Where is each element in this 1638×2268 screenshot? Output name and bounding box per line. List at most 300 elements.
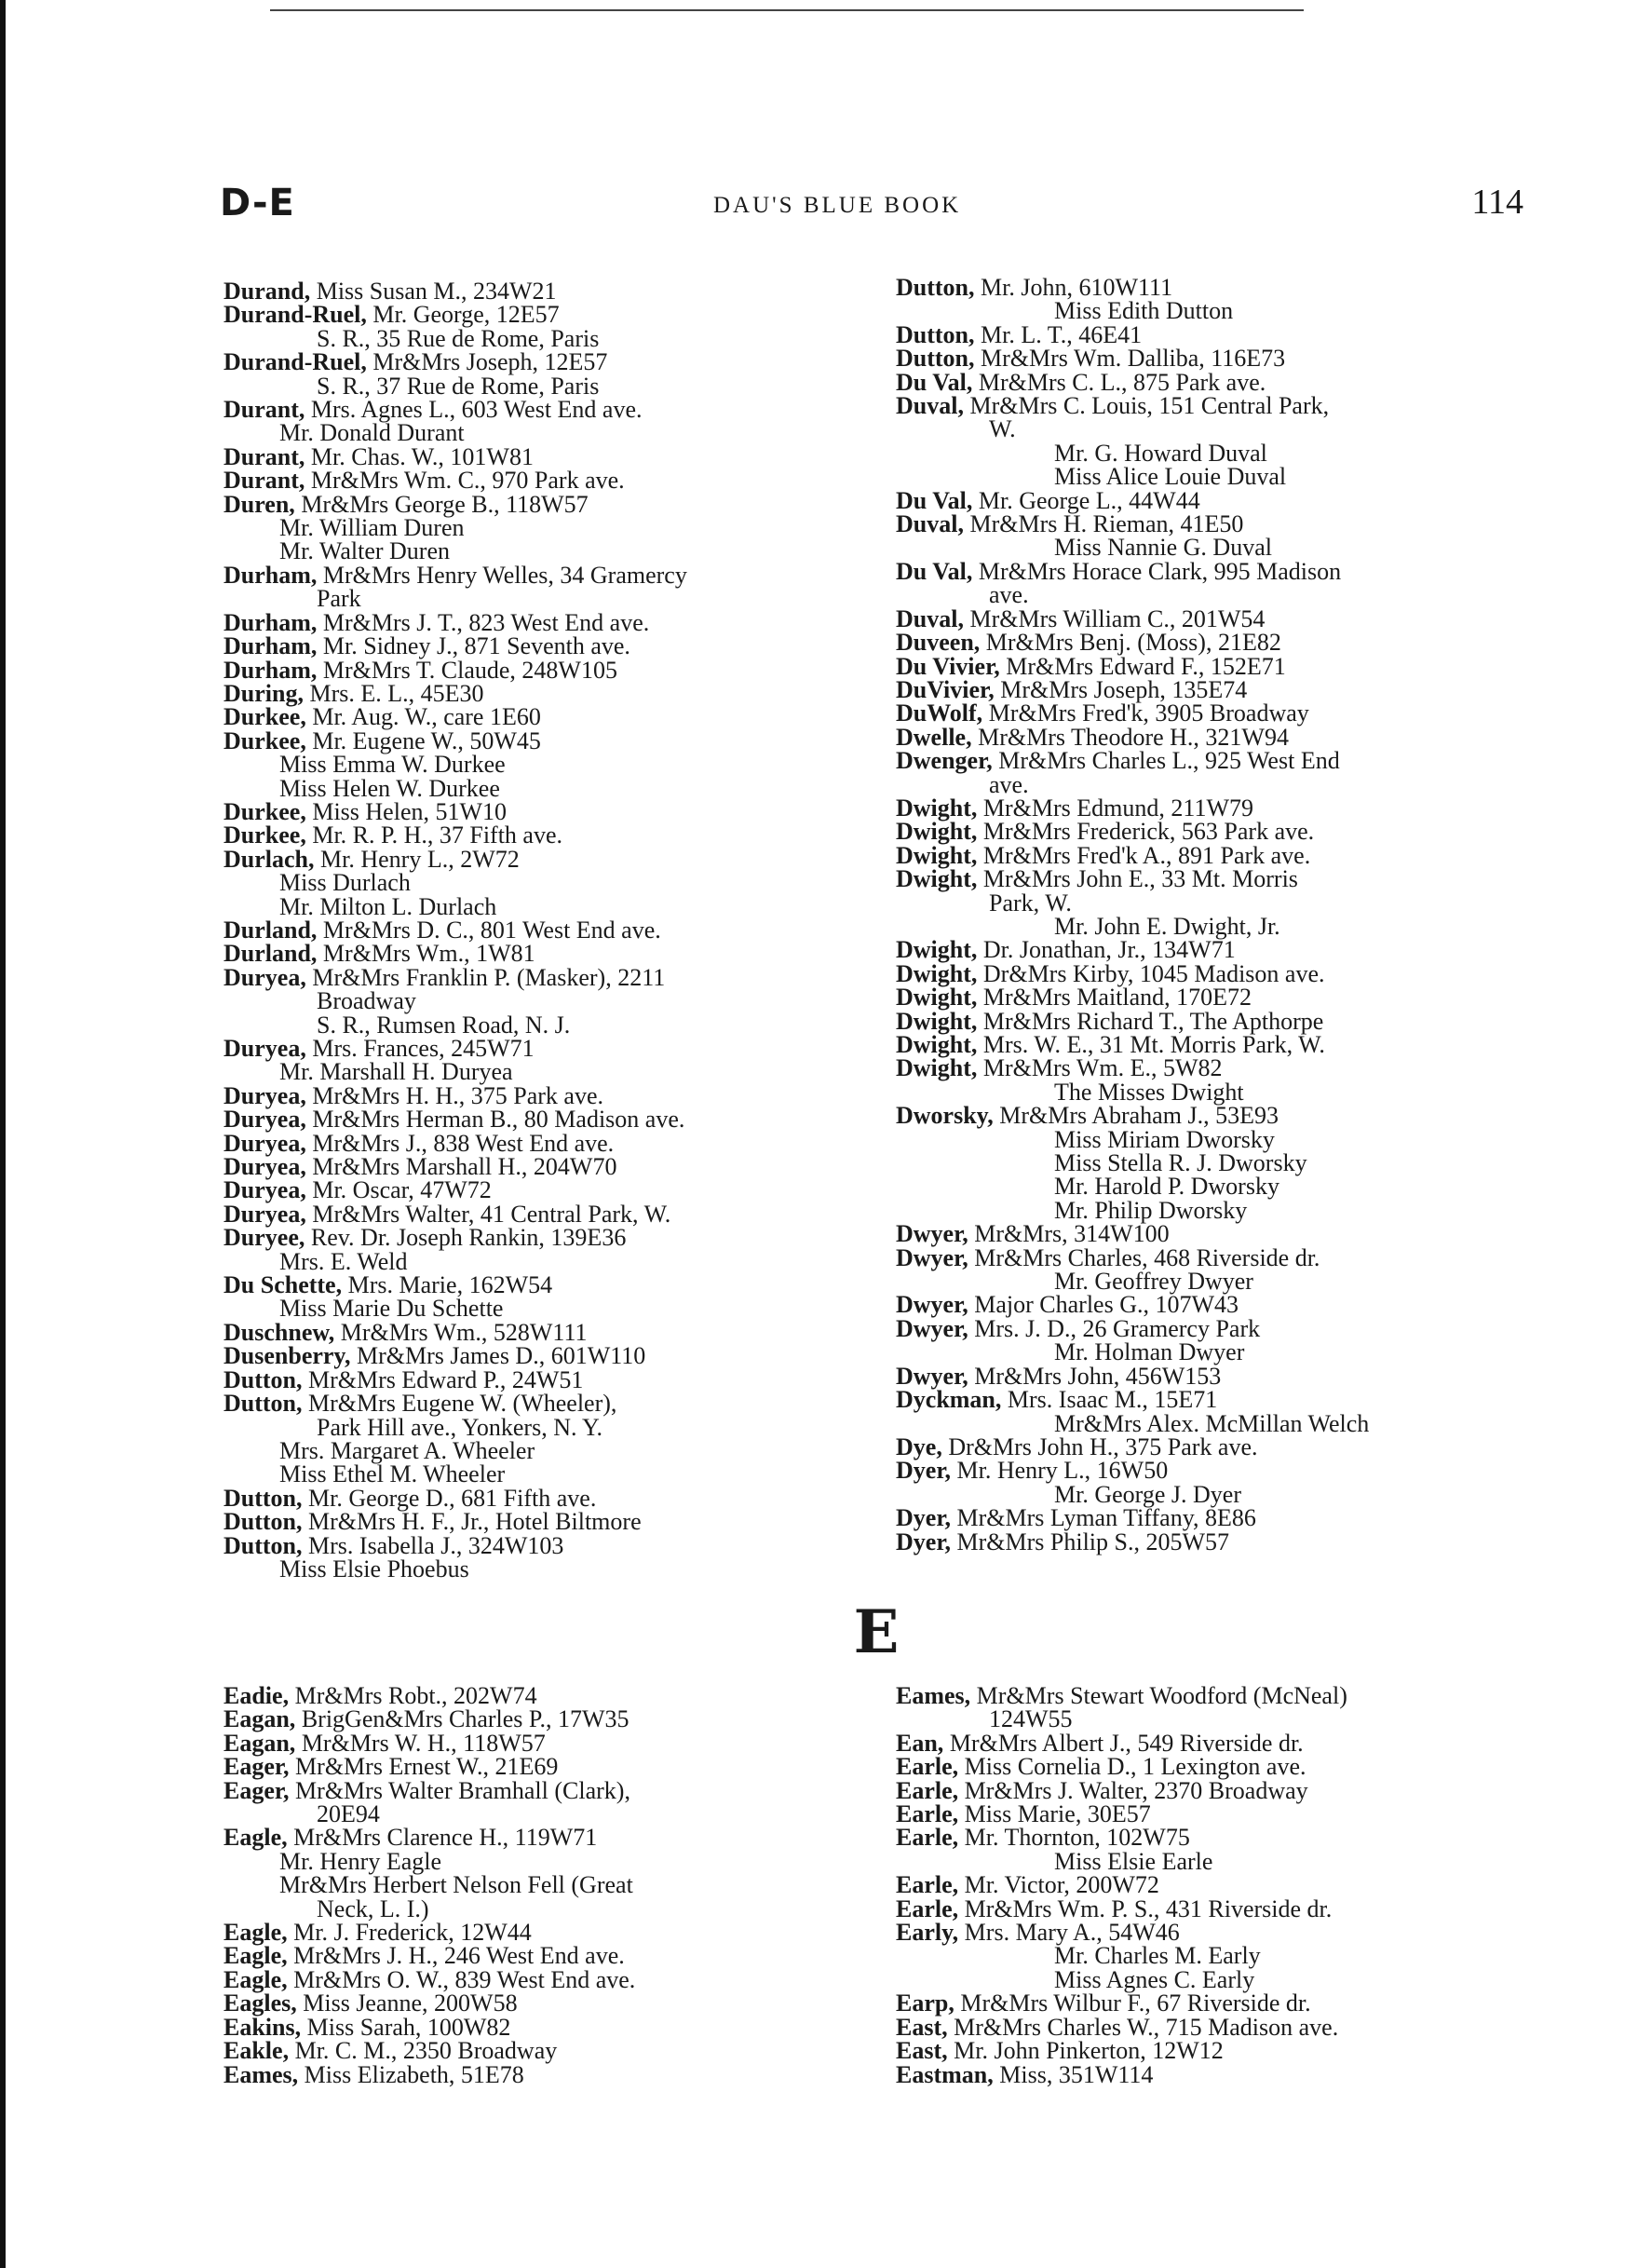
entry-surname: Durham, [223,561,318,589]
entry-text: Mr&Mrs Robt., 202W74 [289,1682,537,1709]
section-letter-e: E [853,1597,900,1667]
entry-text: Mr&Mrs Albert J., 549 Riverside dr. [943,1729,1304,1757]
entry-text: Mr. Charles M. Early [1054,1942,1261,1970]
directory-entry [896,841,1369,869]
directory-entry [896,1871,1347,1899]
entry-surname: Earle, [896,1753,959,1781]
entry-surname: Durland, [223,940,318,968]
directory-entry [223,987,687,1015]
directory-entry [896,1268,1369,1296]
entry-surname: Dwenger, [896,747,993,775]
entry-text: Miss Cornelia D., 1 Lexington ave. [958,1753,1306,1781]
directory-entry [223,2060,635,2088]
directory-entry [896,1480,1369,1508]
entry-text: W. [989,415,1016,443]
directory-entry [223,892,687,920]
entry-text: Mr&Mrs Stewart Woodford (McNeal) [970,1682,1347,1709]
entry-surname: Eagan, [223,1705,296,1733]
directory-entry [223,1824,635,1852]
entry-surname: Eagle, [223,1965,288,1993]
entry-surname: Dusenberry, [223,1342,351,1370]
entry-text: Miss Edith Dutton [1054,297,1234,325]
entry-surname: Dyer, [896,1457,951,1485]
directory-entry [896,1151,1369,1175]
directory-entry [223,1965,636,1993]
directory-entry [896,1173,1369,1201]
column-e-left [223,1684,635,2086]
entry-text: Miss Elizabeth, 51E78 [298,2060,524,2088]
entry-text: Mr&Mrs Walter, 41 Central Park, W. [305,1200,671,1228]
entry-surname: Eager, [223,1753,290,1781]
directory-entry [896,1824,1347,1852]
entry-text: Mr&Mrs Wm. P. S., 431 Riverside dr. [958,1895,1333,1922]
entry-surname: Dutton, [896,274,975,301]
entry-text: ave. [989,770,1029,798]
entry-text: Miss Helen, 51W10 [305,797,508,825]
entry-surname: Duval, [896,392,964,420]
entry-surname: Earp, [896,1990,954,2017]
directory-entry [223,1247,687,1275]
entry-surname: Duryee, [223,1224,305,1252]
directory-entry [896,912,1369,940]
entry-text: Mrs. Mary A., 54W46 [958,1919,1180,1947]
directory-entry [896,652,1369,680]
entry-text: Mr&Mrs Walter Bramhall (Clark), [289,1776,630,1804]
entry-text: Mr. Holman Dwyer [1054,1338,1245,1366]
directory-entry [223,1013,687,1037]
entry-text: Mr&Mrs H. F., Jr., Hotel Biltmore [302,1508,642,1536]
entry-surname: Eastman, [896,2060,994,2088]
entry-text: Miss Elsie Earle [1054,1847,1213,1875]
directory-entry [896,796,1369,820]
directory-entry [896,297,1369,325]
directory-entry [223,1802,635,1826]
entry-surname: Duval, [896,604,964,632]
directory-entry [896,770,1369,798]
entry-text: Miss Susan M., 234W21 [310,278,557,305]
directory-entry [896,723,1369,751]
entry-surname: Dworsky, [896,1102,994,1130]
entry-surname: Durlach, [223,845,315,873]
directory-entry [896,1220,1369,1248]
directory-entry [896,1125,1369,1153]
directory-entry [896,534,1369,562]
directory-entry [223,1202,687,1226]
directory-entry [896,1729,1347,1757]
directory-entry [223,1390,687,1418]
directory-entry [223,1106,687,1134]
entry-surname: Dutton, [223,1365,303,1393]
entry-text: Mr. Marshall H. Duryea [279,1058,513,1086]
entry-text: Miss Alice Louie Duval [1054,463,1287,491]
entry-text: Mr. J. Frederick, 12W44 [287,1919,532,1947]
directory-entry [896,818,1369,846]
entry-text: Mr&Mrs O. W., 839 West End ave. [287,1965,636,1993]
entry-surname: Duryea, [223,963,306,991]
entry-text: Mr. Eugene W., 50W45 [305,727,541,754]
entry-surname: Dwight, [896,1007,978,1035]
entry-text: Miss Marie Du Schette [279,1295,504,1323]
directory-entry [223,1224,687,1252]
directory-entry [223,1342,687,1370]
entry-text: Mr&Mrs John E., 33 Mt. Morris [977,865,1298,893]
directory-entry [896,2037,1347,2065]
entry-text: Mr&Mrs J. T., 823 West End ave. [317,608,650,636]
entry-text: Mr&Mrs George B., 118W57 [294,490,589,518]
directory-entry [223,751,687,779]
entry-text: Mr&Mrs Marshall H., 204W70 [305,1153,617,1181]
entry-text: Mr&Mrs, 314W100 [968,1220,1170,1248]
entry-surname: Dwight, [896,794,978,822]
entry-text: Mr&Mrs H. Rieman, 41E50 [963,510,1244,538]
entry-text: Mr. George D., 681 Fifth ave. [302,1484,597,1512]
entry-surname: Dwight, [896,936,978,964]
directory-entry [896,512,1369,536]
directory-entry [223,324,687,352]
directory-entry [223,514,687,542]
directory-entry [223,918,687,942]
directory-entry [223,1081,687,1109]
entry-text: Dr&Mrs John H., 375 Park ave. [941,1433,1258,1460]
entry-surname: Durham, [223,656,318,684]
entry-text: Dr. Jonathan, Jr., 134W71 [977,936,1236,964]
entry-text: Park, W. [989,889,1072,917]
entry-surname: Eagan, [223,1729,296,1757]
entry-surname: East, [896,2013,948,2041]
entry-surname: Earle, [896,1871,959,1899]
entry-text: Mrs. J. D., 26 Gramercy Park [968,1314,1261,1342]
entry-text: Mr&Mrs Franklin P. (Masker), 2211 [305,963,666,991]
directory-entry [896,1919,1347,1947]
directory-entry [896,675,1369,703]
entry-text: Mr. Donald Durant [279,419,465,447]
entry-text: Mr&Mrs Benj. (Moss), 21E82 [980,629,1281,657]
directory-entry [896,1684,1347,1707]
entry-text: Broadway [317,987,416,1015]
entry-text: Mr&Mrs D. C., 801 West End ave. [317,916,661,944]
entry-text: Mr&Mrs Edward F., 152E71 [999,652,1286,680]
entry-text: Mr&Mrs Ernest W., 21E69 [289,1753,559,1781]
directory-entry [896,345,1369,373]
entry-surname: Du Val, [896,557,973,585]
entry-text: Mr. Philip Dworsky [1054,1196,1248,1224]
directory-entry [223,348,687,376]
entry-surname: Ean, [896,1729,944,1757]
entry-surname: Dwight, [896,1054,978,1082]
entry-text: Mr&Mrs Lyman Tiffany, 8E86 [950,1504,1256,1532]
entry-text: Mr&Mrs C. L., 875 Park ave. [972,368,1266,396]
directory-entry [223,1942,635,1970]
entry-text: Mr&Mrs Theodore H., 321W94 [971,723,1289,751]
directory-entry [896,1530,1369,1554]
directory-entry [223,1729,635,1757]
entry-text: Mr&Mrs T. Claude, 248W105 [317,656,617,684]
entry-surname: Dwyer, [896,1243,968,1271]
directory-entry [223,1037,687,1060]
section-label: D-E [220,182,295,224]
entry-surname: Dwyer, [896,1362,968,1390]
entry-surname: Du Val, [896,486,973,514]
directory-entry [896,1340,1369,1364]
entry-text: Mr&Mrs H. H., 375 Park ave. [305,1081,604,1109]
entry-text: Mrs. Isabella J., 324W103 [302,1531,564,1559]
directory-entry [223,1753,635,1781]
directory-entry [896,891,1369,915]
directory-entry [896,747,1369,775]
entry-text: Mrs. E. Weld [279,1247,408,1275]
entry-surname: Durkee, [223,822,306,849]
entry-text: Mrs. Agnes L., 603 West End ave. [305,396,643,424]
entry-text: Mr&Mrs Henry Welles, 34 Gramercy [317,561,687,589]
directory-entry [896,1802,1347,1826]
entry-surname: Eakins, [223,2013,302,2041]
entry-text: Mr&Mrs James D., 601W110 [350,1342,646,1370]
directory-entry [896,392,1369,420]
entry-surname: Durham, [223,608,318,636]
entry-surname: Dwight, [896,959,978,987]
entry-text: Mrs. Margaret A. Wheeler [279,1436,535,1464]
entry-text: Mrs. Marie, 162W54 [342,1271,553,1299]
directory-entry [223,1462,687,1486]
entry-text: Mr&Mrs Philip S., 205W57 [950,1528,1230,1555]
entry-text: Mr. Thornton, 102W75 [958,1824,1190,1852]
directory-entry [896,984,1369,1012]
directory-entry [896,2013,1347,2041]
entry-text: Miss Jeanne, 200W58 [296,1990,518,2017]
entry-text: Major Charles G., 107W43 [968,1291,1239,1319]
entry-surname: DuWolf, [896,699,983,727]
entry-text: Miss Durlach [279,869,411,897]
directory-entry [223,1707,635,1731]
directory-entry [896,463,1369,491]
directory-entry [223,467,687,495]
entry-surname: Earle, [896,1895,959,1922]
entry-surname: Eames, [223,2060,299,2088]
entry-text: Mr. Walter Duren [279,537,450,565]
directory-entry [896,441,1369,465]
entry-surname: Eames, [896,1682,971,1709]
directory-entry [896,1409,1370,1437]
directory-entry [223,869,687,897]
directory-entry [896,557,1369,585]
directory-entry [223,608,687,636]
directory-entry [223,1058,687,1086]
entry-text: Mr&Mrs Horace Clark, 995 Madison [972,557,1342,585]
entry-surname: Du Vivier, [896,652,1000,680]
entry-text: Mrs. W. E., 31 Mt. Morris Park, W. [977,1031,1325,1058]
directory-entry [223,634,687,658]
entry-text: Mr&Mrs Charles L., 925 West End [992,747,1340,775]
entry-text: Dr&Mrs Kirby, 1045 Madison ave. [977,959,1325,987]
entry-text: Miss Elsie Phoebus [279,1555,469,1582]
entry-surname: Durant, [223,396,305,424]
entry-surname: Dwight, [896,818,978,846]
entry-text: Mr&Mrs Clarence H., 119W71 [287,1824,598,1852]
directory-entry [223,679,687,707]
directory-entry [223,561,687,589]
entry-surname: Duschnew, [223,1318,335,1346]
directory-entry [896,701,1369,725]
entry-text: Mr. Chas. W., 101W81 [305,442,534,470]
entry-surname: Dwyer, [896,1291,968,1319]
entry-surname: Duryea, [223,1035,306,1062]
entry-surname: Dwight, [896,841,978,869]
entry-text: Mrs. Frances, 245W71 [305,1035,535,1062]
entry-text: Mr&Mrs Herman B., 80 Madison ave. [305,1106,685,1134]
entry-text: Miss, 351W114 [993,2060,1154,2088]
column-e-right [896,1684,1347,2086]
directory-entry [223,1295,687,1323]
directory-entry [223,2037,635,2065]
entry-text: Mr&Mrs Maitland, 170E72 [977,984,1252,1012]
directory-entry [223,1871,635,1899]
entry-text: Park [317,585,361,613]
entry-text: Miss Nannie G. Duval [1054,534,1272,562]
directory-entry [223,1318,687,1346]
directory-entry [223,1436,687,1464]
entry-surname: East, [896,2037,948,2065]
directory-entry [223,1897,635,1921]
directory-entry [896,604,1369,632]
entry-text: Mr&Mrs Frederick, 563 Park ave. [977,818,1315,846]
entry-surname: Duryea, [223,1153,306,1181]
directory-entry [223,1413,687,1441]
entry-text: Miss Sarah, 100W82 [301,2013,511,2041]
directory-entry [223,1484,687,1512]
entry-surname: Durkee, [223,727,306,754]
entry-text: 20E94 [317,1800,380,1828]
directory-entry [223,1531,687,1559]
directory-entry [223,396,687,424]
directory-entry [223,1153,687,1181]
entry-text: Park Hill ave., Yonkers, N. Y. [317,1413,602,1441]
entry-text: Miss Ethel M. Wheeler [279,1460,506,1488]
directory-entry [223,656,687,684]
entry-text: Mr. William Duren [279,514,465,542]
entry-surname: Dwight, [896,1031,978,1058]
entry-text: Mr&Mrs J. Walter, 2370 Broadway [958,1776,1308,1804]
entry-text: Mr. Henry L., 2W72 [314,845,520,873]
entry-text: Mr. G. Howard Duval [1054,439,1267,467]
entry-text: Mr. Aug. W., care 1E60 [305,703,541,731]
entry-text: ave. [989,581,1029,609]
entry-surname: Durand-Ruel, [223,348,367,376]
entry-text: Mrs. E. L., 45E30 [303,679,484,707]
directory-entry [223,1129,687,1157]
entry-surname: Durant, [223,442,305,470]
column-d-left [223,279,687,1581]
entry-text: Mr&Mrs Fred'k, 3905 Broadway [982,699,1309,727]
entry-surname: Early, [896,1919,959,1947]
entry-text: Mr&Mrs John, 456W153 [968,1362,1222,1390]
entry-surname: Dutton, [223,1508,303,1536]
entry-text: The Misses Dwight [1054,1078,1244,1106]
entry-text: Mr&Mrs Joseph, 135E74 [994,675,1248,703]
entry-surname: Dye, [896,1433,942,1460]
directory-entry [896,1243,1369,1271]
directory-entry [896,1386,1369,1414]
entry-text: Mr&Mrs Abraham J., 53E93 [993,1102,1279,1130]
directory-entry [223,1557,687,1581]
entry-surname: Dutton, [223,1390,303,1418]
entry-surname: DuVivier, [896,675,995,703]
entry-text: Mr. R. P. H., 37 Fifth ave. [305,822,563,849]
directory-entry [223,1178,687,1202]
directory-entry [896,1007,1369,1035]
entry-surname: Earle, [896,1800,959,1828]
directory-entry [896,1080,1369,1104]
entry-text: Mr&Mrs Fred'k A., 891 Park ave. [977,841,1311,869]
directory-entry [896,1776,1347,1804]
directory-entry [896,629,1369,657]
entry-surname: Eagle, [223,1942,288,1970]
entry-surname: Durant, [223,467,305,495]
directory-entry [223,279,687,303]
entry-text: Mr&Mrs J., 838 West End ave. [305,1129,615,1157]
entry-text: Mr&Mrs Charles W., 715 Madison ave. [947,2013,1339,2041]
entry-text: BrigGen&Mrs Charles P., 17W35 [295,1705,629,1733]
page-edge-left [0,0,6,2268]
directory-entry [223,845,687,873]
directory-entry [896,1504,1369,1532]
directory-entry [223,823,687,847]
directory-entry [223,1847,635,1875]
directory-entry [223,1508,687,1536]
entry-text: Mr&Mrs C. Louis, 151 Central Park, [963,392,1330,420]
entry-text: Mr. Henry L., 16W50 [950,1457,1169,1485]
entry-text: Mr&Mrs Wm., 528W111 [334,1318,588,1346]
directory-entry [896,1753,1347,1781]
directory-entry [896,1196,1369,1224]
entry-text: Rev. Dr. Joseph Rankin, 139E36 [305,1224,627,1252]
directory-entry [223,963,687,991]
directory-entry [223,1365,687,1393]
entry-text: Mr&Mrs W. H., 118W57 [295,1729,546,1757]
entry-text: Mr&Mrs Eugene W. (Wheeler), [302,1390,617,1418]
entry-text: Neck, L. I.) [317,1895,429,1922]
entry-surname: Duryea, [223,1081,306,1109]
directory-entry [223,729,687,753]
entry-surname: Eadie, [223,1682,290,1709]
directory-entry [223,774,687,802]
directory-entry [223,301,687,329]
directory-entry [223,797,687,825]
entry-text: Mr&Mrs J. H., 246 West End ave. [287,1942,625,1970]
directory-entry [896,417,1369,441]
directory-entry [896,1314,1369,1342]
entry-text: Miss Stella R. J. Dworsky [1054,1149,1307,1177]
directory-entry [896,1435,1369,1459]
directory-entry [896,486,1369,514]
entry-text: Mr. L. T., 46E41 [974,320,1143,348]
entry-text: Mr. George, 12E57 [366,301,560,329]
directory-entry [896,1965,1347,1993]
entry-text: Mr. Oscar, 47W72 [305,1176,492,1204]
directory-entry [223,490,687,518]
directory-entry [223,2013,635,2041]
entry-surname: Dutton, [223,1531,303,1559]
entry-text: S. R., 35 Rue de Rome, Paris [317,324,600,352]
entry-surname: Eager, [223,1776,290,1804]
entry-surname: Earle, [896,1824,959,1852]
directory-entry [896,1102,1369,1130]
directory-entry [896,959,1369,987]
entry-surname: Dutton, [896,345,975,373]
entry-surname: Durland, [223,916,318,944]
entry-text: Mr&Mrs Wm. E., 5W82 [977,1054,1223,1082]
entry-text: Mr&Mrs Joseph, 12E57 [366,348,608,376]
directory-entry [896,1291,1369,1319]
